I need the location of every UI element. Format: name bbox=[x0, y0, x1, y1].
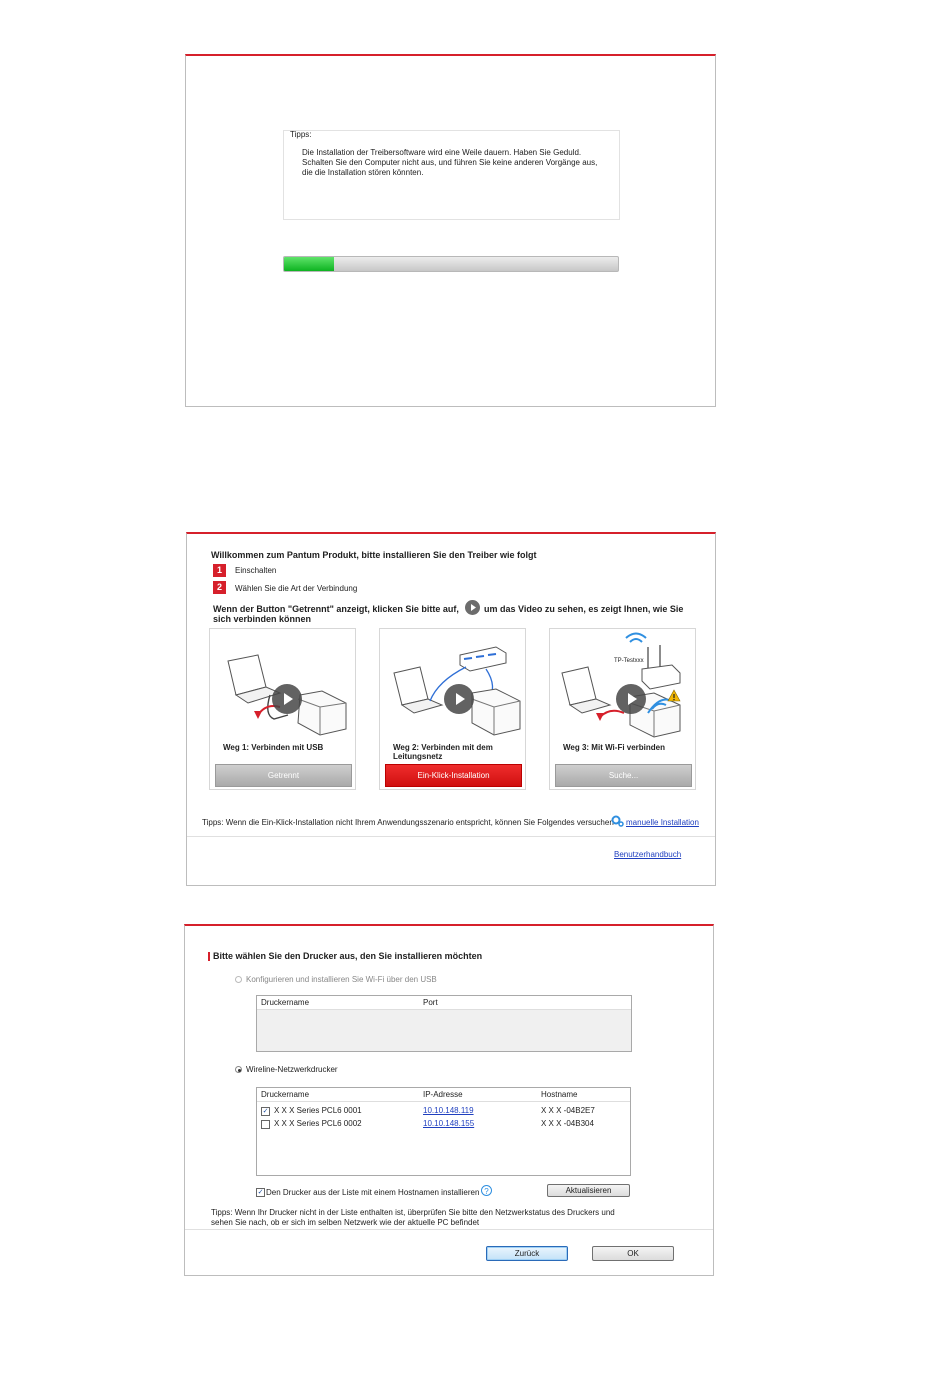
search-button[interactable]: Suche... bbox=[555, 764, 692, 787]
gear-icon bbox=[611, 814, 624, 832]
step-1-text: Einschalten bbox=[235, 566, 277, 575]
wifi-usb-radio[interactable] bbox=[235, 976, 242, 983]
user-manual-link[interactable]: Benutzerhandbuch bbox=[614, 850, 682, 859]
wired-network-radio[interactable] bbox=[235, 1066, 242, 1073]
card-usb bbox=[209, 628, 356, 790]
divider bbox=[185, 1229, 713, 1230]
hostname: X X X -04B2E7 bbox=[541, 1106, 595, 1115]
hostname-install-checkbox[interactable]: ✓ bbox=[257, 1189, 264, 1196]
connection-tips: Tipps: Wenn die Ein-Klick-Installation nicht Ihrem Anwendungsszenario entspricht, können Sie Folgendes versuchen bbox=[202, 818, 614, 827]
wired-printer-table bbox=[256, 1087, 631, 1176]
wired-network-label: Wireline-Netzwerkdrucker bbox=[246, 1065, 338, 1074]
play-icon[interactable] bbox=[616, 684, 646, 714]
table-row[interactable] bbox=[257, 1119, 630, 1131]
hostname: X X X -04B304 bbox=[541, 1119, 594, 1128]
card-wifi bbox=[549, 628, 696, 790]
title-accent-bar bbox=[208, 952, 210, 961]
connection-window bbox=[186, 532, 716, 886]
ip-address[interactable]: 10.10.148.155 bbox=[423, 1119, 475, 1128]
card-wifi-title: Weg 3: Mit Wi-Fi verbinden bbox=[563, 743, 666, 752]
printer-select-title: Bitte wählen Sie den Drucker aus, den Sie installieren möchten bbox=[213, 951, 483, 961]
hostname-install-label: Den Drucker aus der Liste mit einem Hostnamen installieren bbox=[266, 1188, 480, 1197]
refresh-button[interactable]: Aktualisieren bbox=[547, 1184, 630, 1197]
hint-text-3: sich verbinden können bbox=[213, 614, 312, 624]
card-wired-title: Weg 2: Verbinden mit dem Leitungsnetz bbox=[393, 743, 493, 761]
card-usb-title: Weg 1: Verbinden mit USB bbox=[223, 743, 324, 752]
column-header-hostname: Hostname bbox=[541, 1090, 578, 1099]
hint-text-1: Wenn der Button "Getrennt" anzeigt, klicken Sie bitte auf, bbox=[213, 604, 459, 614]
divider bbox=[187, 836, 715, 837]
tips-line-2: Schalten Sie den Computer nicht aus, und führen Sie keine anderen Vorgänge aus, bbox=[302, 158, 598, 167]
play-icon[interactable] bbox=[465, 600, 480, 615]
card-wired bbox=[379, 628, 526, 790]
installation-progress-window bbox=[185, 54, 716, 407]
tips-line-1: Die Installation der Treibersoftware wird eine Weile dauern. Haben Sie Geduld. bbox=[302, 148, 582, 157]
column-header-port: Port bbox=[423, 998, 438, 1007]
table-row[interactable] bbox=[257, 1106, 630, 1118]
printer-tips-line-2: sehen Sie nach, ob er sich im selben Netzwerk wie der aktuelle PC befindet bbox=[211, 1218, 480, 1227]
column-header-printer-name: Druckername bbox=[261, 998, 310, 1007]
ok-button[interactable]: OK bbox=[592, 1246, 674, 1261]
printer-name: X X X Series PCL6 0001 bbox=[274, 1106, 362, 1115]
tips-box bbox=[283, 130, 620, 220]
play-icon[interactable] bbox=[272, 684, 302, 714]
ip-address[interactable]: 10.10.148.119 bbox=[423, 1106, 474, 1115]
row-checkbox[interactable]: ✓ bbox=[262, 1108, 269, 1115]
manual-install-link[interactable]: manuelle Installation bbox=[626, 818, 699, 827]
install-progress-bar bbox=[283, 256, 619, 272]
column-header-printer-name: Druckername bbox=[261, 1090, 310, 1099]
column-header-ip-address: IP-Adresse bbox=[423, 1090, 463, 1099]
tips-label: Tipps: bbox=[290, 130, 312, 139]
welcome-text: Willkommen zum Pantum Produkt, bitte installieren Sie den Treiber wie folgt bbox=[211, 550, 537, 560]
progress-fill bbox=[284, 257, 334, 271]
wifi-usb-label: Konfigurieren und installieren Sie Wi-Fi über den USB bbox=[246, 975, 437, 984]
help-icon[interactable]: ? bbox=[481, 1185, 492, 1196]
disconnected-button[interactable]: Getrennt bbox=[215, 764, 352, 787]
back-button[interactable]: Zurück bbox=[486, 1246, 568, 1261]
printer-select-window bbox=[184, 924, 714, 1276]
tips-line-3: die die Installation stören könnten. bbox=[302, 168, 424, 177]
one-click-install-button[interactable]: Ein-Klick-Installation bbox=[385, 764, 522, 787]
step-1-badge: 1 bbox=[213, 564, 226, 577]
hint-text-2: um das Video zu sehen, es zeigt Ihnen, wie Sie bbox=[484, 604, 684, 614]
step-2-text: Wählen Sie die Art der Verbindung bbox=[235, 584, 358, 593]
play-icon[interactable] bbox=[444, 684, 474, 714]
router-label: TP-Testxxx bbox=[614, 658, 644, 664]
row-checkbox[interactable] bbox=[261, 1120, 270, 1129]
wifi-printer-table bbox=[256, 995, 632, 1052]
step-2-badge: 2 bbox=[213, 581, 226, 594]
printer-tips-line-1: Tipps: Wenn Ihr Drucker nicht in der Liste enthalten ist, überprüfen Sie bitte den Netzwerkstatus des Druckers und bbox=[211, 1208, 615, 1217]
printer-name: X X X Series PCL6 0002 bbox=[274, 1119, 362, 1128]
